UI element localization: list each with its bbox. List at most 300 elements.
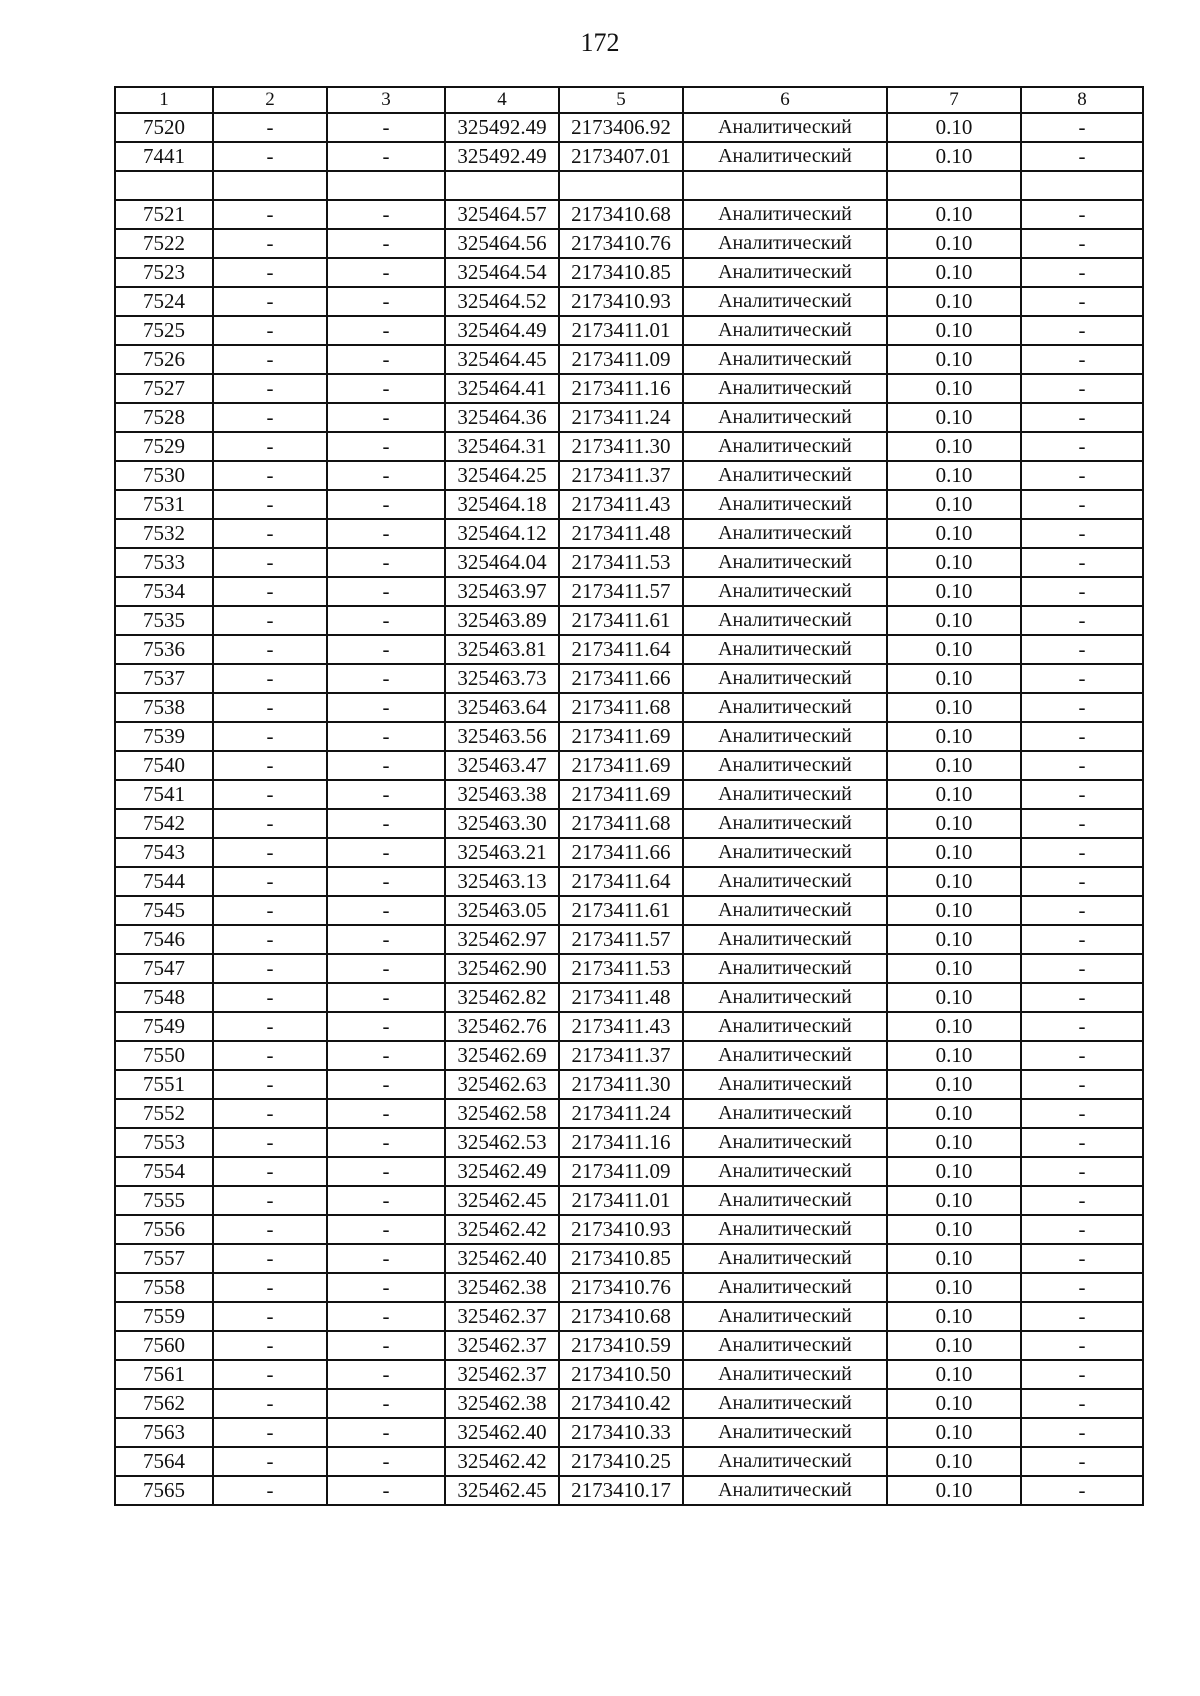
x-coordinate-cell: 325464.18 [445,490,559,519]
col2-cell: - [213,1041,327,1070]
col2-cell: - [213,577,327,606]
point-number-cell: 7523 [115,258,213,287]
col8-cell: - [1021,1012,1143,1041]
method-cell: Аналитический [683,780,887,809]
accuracy-cell: 0.10 [887,664,1021,693]
accuracy-cell: 0.10 [887,374,1021,403]
accuracy-cell: 0.10 [887,1447,1021,1476]
column-header: 7 [887,87,1021,113]
col8-cell: - [1021,142,1143,171]
y-coordinate-cell: 2173411.57 [559,577,683,606]
y-coordinate-cell: 2173411.66 [559,838,683,867]
accuracy-cell: 0.10 [887,1041,1021,1070]
accuracy-cell: 0.10 [887,867,1021,896]
x-coordinate-cell: 325463.89 [445,606,559,635]
table-row [115,113,1143,142]
col2-cell: - [213,1186,327,1215]
accuracy-cell: 0.10 [887,983,1021,1012]
point-number-cell: 7543 [115,838,213,867]
x-coordinate-cell: 325462.45 [445,1476,559,1505]
table-body [115,113,1143,1505]
method-cell: Аналитический [683,1389,887,1418]
x-coordinate-cell: 325464.25 [445,461,559,490]
table-row [115,1302,1143,1331]
col3-cell: - [327,867,445,896]
point-number-cell: 7539 [115,722,213,751]
method-cell: Аналитический [683,316,887,345]
col3-cell: - [327,809,445,838]
point-number-cell [115,171,213,200]
col8-cell: - [1021,432,1143,461]
method-cell: Аналитический [683,142,887,171]
x-coordinate-cell: 325462.49 [445,1157,559,1186]
x-coordinate-cell: 325462.38 [445,1273,559,1302]
point-number-cell: 7551 [115,1070,213,1099]
table-row [115,548,1143,577]
col2-cell: - [213,1360,327,1389]
method-cell: Аналитический [683,896,887,925]
col2-cell: - [213,1389,327,1418]
method-cell: Аналитический [683,1476,887,1505]
x-coordinate-cell: 325464.49 [445,316,559,345]
col3-cell: - [327,1215,445,1244]
accuracy-cell: 0.10 [887,345,1021,374]
col2-cell: - [213,258,327,287]
col2-cell: - [213,954,327,983]
table-row [115,1128,1143,1157]
method-cell: Аналитический [683,374,887,403]
x-coordinate-cell: 325462.76 [445,1012,559,1041]
table-row [115,925,1143,954]
col3-cell: - [327,896,445,925]
col8-cell: - [1021,1070,1143,1099]
table-row [115,722,1143,751]
table-row [115,1012,1143,1041]
col3-cell: - [327,780,445,809]
x-coordinate-cell [445,171,559,200]
x-coordinate-cell: 325464.36 [445,403,559,432]
accuracy-cell: 0.10 [887,461,1021,490]
col3-cell: - [327,1041,445,1070]
col8-cell: - [1021,722,1143,751]
accuracy-cell: 0.10 [887,229,1021,258]
table-row [115,461,1143,490]
col2-cell: - [213,1273,327,1302]
table-row [115,577,1143,606]
table-row [115,1418,1143,1447]
col3-cell: - [327,374,445,403]
col3-cell: - [327,432,445,461]
y-coordinate-cell: 2173410.93 [559,287,683,316]
col8-cell: - [1021,287,1143,316]
y-coordinate-cell: 2173411.48 [559,983,683,1012]
point-number-cell: 7558 [115,1273,213,1302]
method-cell: Аналитический [683,1186,887,1215]
point-number-cell: 7521 [115,200,213,229]
table-row [115,1099,1143,1128]
table-row [115,1157,1143,1186]
col8-cell: - [1021,1331,1143,1360]
col2-cell: - [213,1476,327,1505]
method-cell: Аналитический [683,200,887,229]
point-number-cell: 7564 [115,1447,213,1476]
method-cell: Аналитический [683,432,887,461]
method-cell: Аналитический [683,693,887,722]
x-coordinate-cell: 325462.69 [445,1041,559,1070]
col8-cell: - [1021,780,1143,809]
y-coordinate-cell: 2173411.30 [559,432,683,461]
point-number-cell: 7548 [115,983,213,1012]
accuracy-cell: 0.10 [887,1215,1021,1244]
x-coordinate-cell: 325462.58 [445,1099,559,1128]
accuracy-cell: 0.10 [887,1128,1021,1157]
point-number-cell: 7530 [115,461,213,490]
method-cell: Аналитический [683,1070,887,1099]
y-coordinate-cell: 2173410.50 [559,1360,683,1389]
col2-cell: - [213,1215,327,1244]
point-number-cell: 7536 [115,635,213,664]
col2-cell: - [213,925,327,954]
table-row [115,519,1143,548]
accuracy-cell: 0.10 [887,403,1021,432]
x-coordinate-cell: 325462.37 [445,1360,559,1389]
col2-cell: - [213,229,327,258]
col8-cell: - [1021,1128,1143,1157]
table-row [115,1476,1143,1505]
accuracy-cell: 0.10 [887,142,1021,171]
table-row [115,867,1143,896]
y-coordinate-cell: 2173410.59 [559,1331,683,1360]
col2-cell: - [213,635,327,664]
point-number-cell: 7561 [115,1360,213,1389]
y-coordinate-cell: 2173406.92 [559,113,683,142]
point-number-cell: 7553 [115,1128,213,1157]
col3-cell: - [327,1099,445,1128]
col2-cell: - [213,345,327,374]
col2-cell: - [213,1012,327,1041]
col8-cell: - [1021,751,1143,780]
col8-cell: - [1021,200,1143,229]
accuracy-cell: 0.10 [887,1070,1021,1099]
method-cell: Аналитический [683,867,887,896]
coordinates-table [114,86,1144,1506]
col3-cell: - [327,1128,445,1157]
col3-cell [327,171,445,200]
table-row [115,693,1143,722]
point-number-cell: 7538 [115,693,213,722]
point-number-cell: 7532 [115,519,213,548]
table-row [115,1331,1143,1360]
table-row [115,664,1143,693]
point-number-cell: 7552 [115,1099,213,1128]
col8-cell: - [1021,1389,1143,1418]
col8-cell: - [1021,548,1143,577]
point-number-cell: 7556 [115,1215,213,1244]
accuracy-cell: 0.10 [887,1476,1021,1505]
point-number-cell: 7560 [115,1331,213,1360]
col2-cell: - [213,722,327,751]
y-coordinate-cell: 2173411.09 [559,345,683,374]
col3-cell: - [327,1070,445,1099]
accuracy-cell: 0.10 [887,1273,1021,1302]
x-coordinate-cell: 325492.49 [445,113,559,142]
point-number-cell: 7535 [115,606,213,635]
accuracy-cell: 0.10 [887,287,1021,316]
y-coordinate-cell: 2173410.93 [559,1215,683,1244]
accuracy-cell: 0.10 [887,954,1021,983]
col2-cell: - [213,142,327,171]
col2-cell: - [213,1418,327,1447]
method-cell: Аналитический [683,809,887,838]
accuracy-cell: 0.10 [887,316,1021,345]
y-coordinate-cell: 2173410.25 [559,1447,683,1476]
point-number-cell: 7533 [115,548,213,577]
col8-cell: - [1021,1099,1143,1128]
point-number-cell: 7555 [115,1186,213,1215]
x-coordinate-cell: 325462.37 [445,1331,559,1360]
point-number-cell: 7529 [115,432,213,461]
method-cell: Аналитический [683,722,887,751]
table-row [115,345,1143,374]
accuracy-cell: 0.10 [887,838,1021,867]
col3-cell: - [327,1447,445,1476]
method-cell: Аналитический [683,577,887,606]
y-coordinate-cell: 2173411.16 [559,1128,683,1157]
col8-cell: - [1021,1273,1143,1302]
y-coordinate-cell: 2173411.43 [559,490,683,519]
col3-cell: - [327,983,445,1012]
x-coordinate-cell: 325463.47 [445,751,559,780]
col3-cell: - [327,925,445,954]
point-number-cell: 7526 [115,345,213,374]
x-coordinate-cell: 325462.42 [445,1215,559,1244]
col3-cell: - [327,316,445,345]
table-row [115,954,1143,983]
x-coordinate-cell: 325463.64 [445,693,559,722]
col3-cell: - [327,258,445,287]
x-coordinate-cell: 325462.40 [445,1418,559,1447]
method-cell: Аналитический [683,461,887,490]
accuracy-cell: 0.10 [887,1302,1021,1331]
page-number: 172 [580,28,620,57]
y-coordinate-cell: 2173411.37 [559,1041,683,1070]
y-coordinate-cell: 2173411.61 [559,896,683,925]
accuracy-cell: 0.10 [887,490,1021,519]
col3-cell: - [327,1273,445,1302]
x-coordinate-cell: 325463.38 [445,780,559,809]
accuracy-cell: 0.10 [887,548,1021,577]
y-coordinate-cell: 2173411.64 [559,867,683,896]
point-number-cell: 7549 [115,1012,213,1041]
method-cell: Аналитический [683,1012,887,1041]
accuracy-cell: 0.10 [887,925,1021,954]
col3-cell: - [327,345,445,374]
method-cell: Аналитический [683,113,887,142]
method-cell: Аналитический [683,1273,887,1302]
accuracy-cell: 0.10 [887,635,1021,664]
col3-cell: - [327,1302,445,1331]
col2-cell: - [213,316,327,345]
method-cell: Аналитический [683,490,887,519]
col3-cell: - [327,461,445,490]
col2-cell: - [213,1099,327,1128]
table-row [115,1215,1143,1244]
col3-cell: - [327,1012,445,1041]
col8-cell: - [1021,1476,1143,1505]
col3-cell: - [327,954,445,983]
table-row [115,171,1143,200]
col8-cell: - [1021,374,1143,403]
col8-cell: - [1021,258,1143,287]
table-row [115,287,1143,316]
y-coordinate-cell: 2173410.33 [559,1418,683,1447]
col2-cell: - [213,1128,327,1157]
point-number-cell: 7557 [115,1244,213,1273]
col2-cell: - [213,1302,327,1331]
x-coordinate-cell: 325464.57 [445,200,559,229]
col8-cell: - [1021,461,1143,490]
y-coordinate-cell: 2173410.68 [559,1302,683,1331]
y-coordinate-cell: 2173410.85 [559,1244,683,1273]
table-row [115,490,1143,519]
x-coordinate-cell: 325462.45 [445,1186,559,1215]
col3-cell: - [327,1331,445,1360]
accuracy-cell: 0.10 [887,896,1021,925]
y-coordinate-cell: 2173411.69 [559,722,683,751]
table-row [115,1360,1143,1389]
col2-cell: - [213,548,327,577]
col2-cell: - [213,838,327,867]
method-cell: Аналитический [683,229,887,258]
y-coordinate-cell: 2173411.24 [559,1099,683,1128]
point-number-cell: 7541 [115,780,213,809]
col8-cell: - [1021,1157,1143,1186]
table-row [115,142,1143,171]
col8-cell: - [1021,1302,1143,1331]
col2-cell: - [213,606,327,635]
table-row [115,1447,1143,1476]
table-row [115,1041,1143,1070]
y-coordinate-cell: 2173410.85 [559,258,683,287]
col3-cell: - [327,1476,445,1505]
y-coordinate-cell: 2173411.61 [559,606,683,635]
col3-cell: - [327,606,445,635]
point-number-cell: 7537 [115,664,213,693]
x-coordinate-cell: 325462.63 [445,1070,559,1099]
accuracy-cell: 0.10 [887,258,1021,287]
x-coordinate-cell: 325464.52 [445,287,559,316]
y-coordinate-cell: 2173411.53 [559,954,683,983]
method-cell: Аналитический [683,548,887,577]
col8-cell: - [1021,577,1143,606]
col2-cell: - [213,1244,327,1273]
accuracy-cell: 0.10 [887,432,1021,461]
method-cell: Аналитический [683,1099,887,1128]
method-cell: Аналитический [683,983,887,1012]
col3-cell: - [327,229,445,258]
method-cell: Аналитический [683,1157,887,1186]
accuracy-cell: 0.10 [887,1389,1021,1418]
x-coordinate-cell: 325463.13 [445,867,559,896]
x-coordinate-cell: 325462.40 [445,1244,559,1273]
x-coordinate-cell: 325464.31 [445,432,559,461]
col8-cell: - [1021,838,1143,867]
col8-cell: - [1021,1360,1143,1389]
col2-cell: - [213,664,327,693]
table-row [115,432,1143,461]
x-coordinate-cell: 325463.97 [445,577,559,606]
method-cell: Аналитический [683,838,887,867]
x-coordinate-cell: 325464.41 [445,374,559,403]
table-row [115,635,1143,664]
accuracy-cell: 0.10 [887,751,1021,780]
col3-cell: - [327,577,445,606]
col8-cell: - [1021,113,1143,142]
method-cell: Аналитический [683,1215,887,1244]
col3-cell: - [327,403,445,432]
col3-cell: - [327,142,445,171]
col8-cell [1021,171,1143,200]
point-number-cell: 7441 [115,142,213,171]
column-header: 2 [213,87,327,113]
x-coordinate-cell: 325462.38 [445,1389,559,1418]
col8-cell: - [1021,925,1143,954]
x-coordinate-cell: 325464.56 [445,229,559,258]
x-coordinate-cell: 325464.12 [445,519,559,548]
point-number-cell: 7547 [115,954,213,983]
point-number-cell: 7550 [115,1041,213,1070]
col2-cell: - [213,1447,327,1476]
method-cell: Аналитический [683,1244,887,1273]
col3-cell: - [327,113,445,142]
col8-cell: - [1021,635,1143,664]
col2-cell: - [213,403,327,432]
x-coordinate-cell: 325462.97 [445,925,559,954]
y-coordinate-cell: 2173410.76 [559,1273,683,1302]
col8-cell: - [1021,490,1143,519]
col3-cell: - [327,200,445,229]
method-cell [683,171,887,200]
col2-cell: - [213,809,327,838]
method-cell: Аналитический [683,954,887,983]
y-coordinate-cell: 2173411.57 [559,925,683,954]
table-row [115,403,1143,432]
y-coordinate-cell: 2173411.01 [559,1186,683,1215]
col2-cell: - [213,1331,327,1360]
col8-cell: - [1021,1215,1143,1244]
table-row [115,229,1143,258]
table-row [115,1070,1143,1099]
column-header: 8 [1021,87,1143,113]
y-coordinate-cell: 2173411.09 [559,1157,683,1186]
table-row [115,809,1143,838]
col8-cell: - [1021,954,1143,983]
column-header: 3 [327,87,445,113]
x-coordinate-cell: 325463.81 [445,635,559,664]
accuracy-cell: 0.10 [887,1244,1021,1273]
method-cell: Аналитический [683,1128,887,1157]
y-coordinate-cell: 2173411.24 [559,403,683,432]
method-cell: Аналитический [683,1302,887,1331]
table-row [115,1273,1143,1302]
point-number-cell: 7540 [115,751,213,780]
x-coordinate-cell: 325463.21 [445,838,559,867]
y-coordinate-cell: 2173411.53 [559,548,683,577]
accuracy-cell: 0.10 [887,1157,1021,1186]
col3-cell: - [327,664,445,693]
point-number-cell: 7528 [115,403,213,432]
accuracy-cell: 0.10 [887,1186,1021,1215]
